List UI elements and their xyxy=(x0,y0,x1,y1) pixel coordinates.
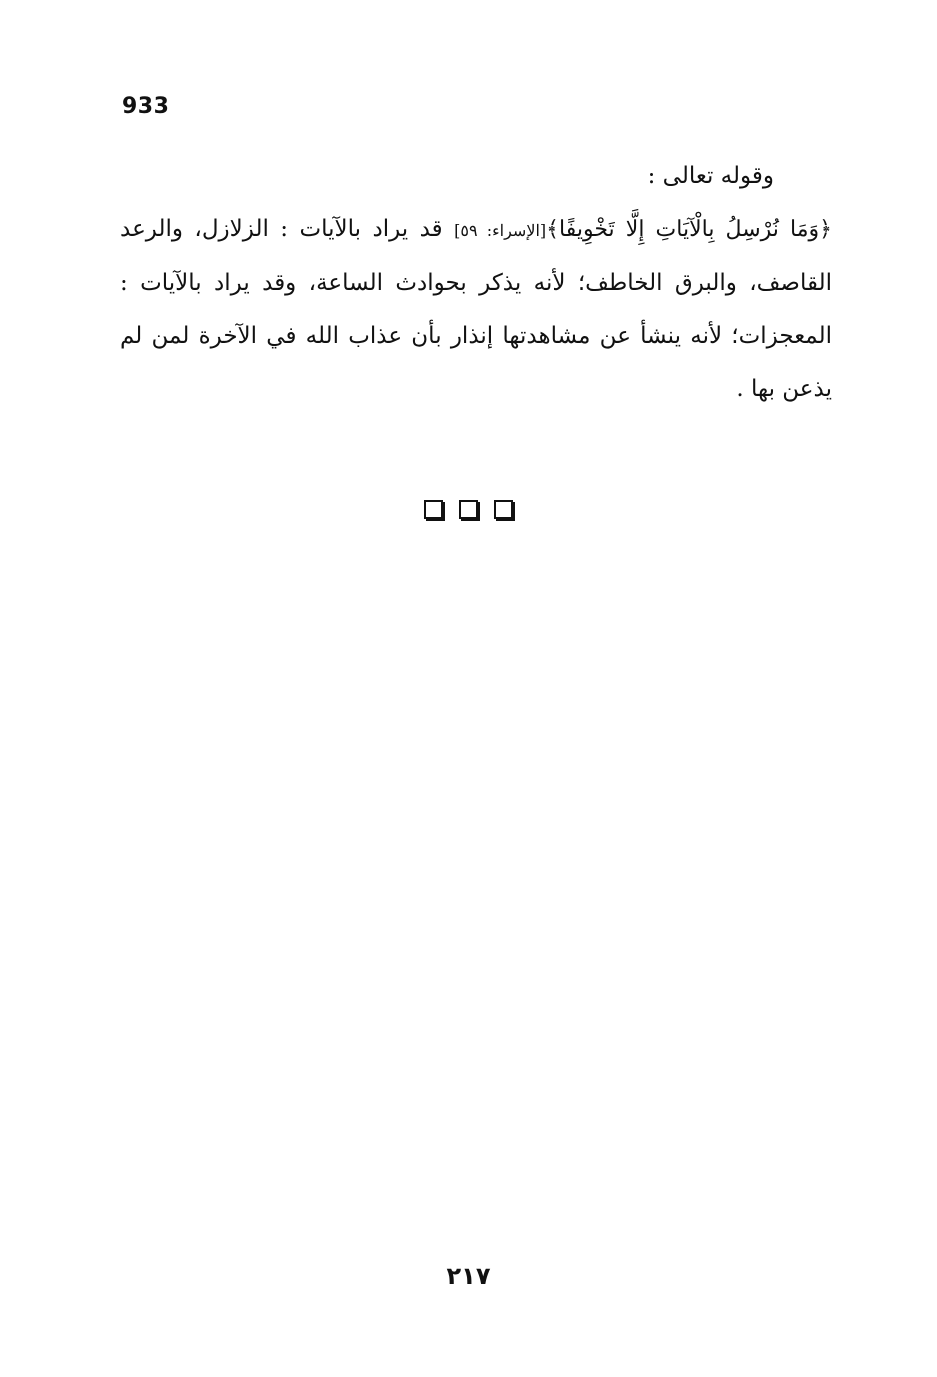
verse-citation: [الإسراء: ٥٩] xyxy=(454,221,547,240)
quran-close-bracket: ﴾ xyxy=(546,217,560,242)
separator-square-icon xyxy=(424,500,443,519)
separator-square-icon xyxy=(459,500,478,519)
page-number: ٢١٧ xyxy=(446,1262,491,1290)
section-separator xyxy=(0,500,937,519)
quran-verse: وَمَا نُرْسِلُ بِالْآيَاتِ إِلَّا تَخْوِيفًا xyxy=(559,217,820,242)
intro-line: وقوله تعالى : xyxy=(647,163,774,189)
body-paragraph xyxy=(120,203,832,416)
quran-open-bracket: ﴿ xyxy=(819,217,833,242)
article-body xyxy=(120,150,832,416)
separator-square-icon xyxy=(494,500,513,519)
entry-number: 933 xyxy=(122,94,170,119)
commentary-text: قد يراد بالآيات : الزلازل، والرعد القاصف، والبرق الخاطف؛ لأنه يذكر بحوادث الساعة، وقد يراد بالآيات : المعجزات؛ لأنه ينشأ عن مشاهدتها إنذار بأن عذاب الله في الآخرة لمن لم يذعن بها . xyxy=(120,216,832,402)
